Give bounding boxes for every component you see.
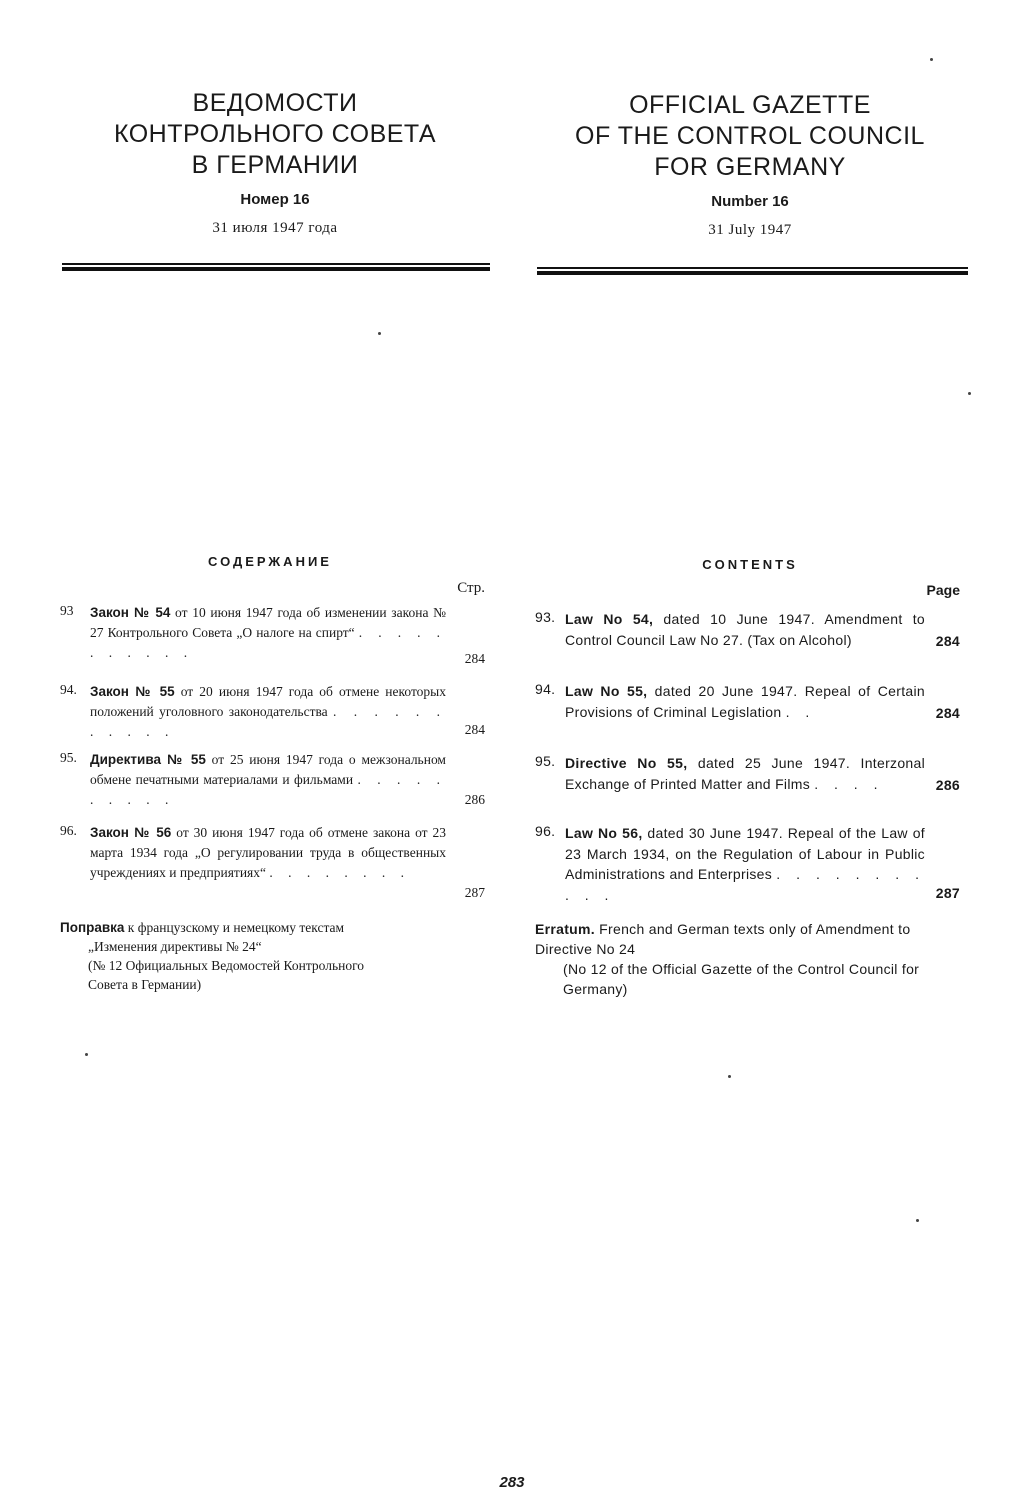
- entry-page: 284: [464, 722, 485, 737]
- entry-page: 287: [935, 885, 960, 901]
- entry-page: 284: [935, 633, 960, 649]
- erratum-en: Erratum. French and German texts only of Amendment to Directive No 24 (No 12 of the Official Gazette of the Control Council for Germany): [535, 921, 920, 997]
- print-speck: [968, 392, 971, 395]
- issue-date-ru: 31 июля 1947 года: [212, 220, 338, 236]
- print-speck: [378, 332, 381, 335]
- issue-number-ru: Номер 16: [240, 191, 310, 208]
- gazette-title-en-line2: OF THE CONTROL COUNCIL: [575, 122, 925, 150]
- contents-heading-ru: СОДЕРЖАНИЕ: [208, 554, 332, 569]
- entry-number: 93.: [535, 609, 556, 625]
- entry-text: Law No 54, dated 10 June 1947. Amendment to Control Council Law No 27. (Tax on Alcohol): [565, 611, 926, 648]
- gazette-title-ru-line2: КОНТРОЛЬНОГО СОВЕТА: [113, 120, 437, 148]
- entry-number: 95.: [60, 750, 77, 765]
- double-rule-ru: [62, 263, 490, 272]
- masthead-ru: [60, 88, 490, 237]
- entry-text: Закон № 54 от 10 июня 1947 года об изменении закона № 27 Контрольного Совета „О налоге на спирт“ . . . . . . . . . . .: [90, 605, 447, 660]
- double-rule-en: [537, 267, 968, 276]
- masthead-en: [535, 90, 965, 239]
- entry-number: 95.: [535, 753, 556, 769]
- page-column-label-ru: Стр.: [457, 580, 485, 596]
- entry-text: Directive No 55, dated 25 June 1947. Interzonal Exchange of Printed Matter and Films . . . .: [565, 755, 925, 792]
- entry-number: 93: [60, 603, 74, 618]
- entry-text: Law No 56, dated 30 June 1947. Repeal of the Law of 23 March 1934, on the Regulation of Labour in Public Administrations and Enterprises . . . . . . . . . . .: [565, 825, 925, 903]
- gazette-title-en-line3: FOR GERMANY: [654, 153, 846, 181]
- page-column-label-en: Page: [926, 582, 960, 598]
- entry-page: 286: [935, 777, 960, 793]
- print-speck: [916, 1219, 919, 1222]
- entry-text: Закон № 55 от 20 июня 1947 года об отмене некоторых положений уголовного законодательства . . . . . . . . . . .: [90, 684, 447, 739]
- entry-page: 286: [464, 792, 485, 807]
- entry-number: 96.: [535, 823, 556, 839]
- issue-number-en: Number 16: [711, 193, 789, 210]
- page-folio: 283: [499, 1474, 525, 1491]
- entry-page: 284: [464, 651, 485, 666]
- entry-page: 284: [935, 705, 960, 721]
- issue-date-en: 31 July 1947: [708, 222, 792, 238]
- print-speck: [930, 58, 933, 61]
- contents-heading-en: CONTENTS: [702, 557, 798, 572]
- entry-number: 96.: [60, 823, 77, 838]
- entry-number: 94.: [535, 681, 556, 697]
- entry-number: 94.: [60, 682, 77, 697]
- entry-page: 287: [464, 885, 485, 900]
- erratum-ru: Поправка к французскому и немецкому текстам „Изменения директивы № 24“ (№ 12 Официальных Ведомостей Контрольного Совета в Германии): [60, 920, 365, 992]
- print-speck: [728, 1075, 731, 1078]
- gazette-title-en-line1: OFFICIAL GAZETTE: [629, 91, 871, 119]
- entry-text: Директива № 55 от 25 июня 1947 года о межзональном обмене печатными материалами и фильмами . . . . . . . . . .: [90, 752, 447, 807]
- print-speck: [85, 1053, 88, 1056]
- gazette-title-ru-line3: В ГЕРМАНИИ: [191, 151, 359, 179]
- entry-text: Закон № 56 от 30 июня 1947 года об отмене закона от 23 марта 1934 года „О регулировании труда в общественных учреждениях и предприятиях“ . . . . . . . .: [90, 825, 447, 880]
- gazette-title-ru-line1: ВЕДОМОСТИ: [192, 89, 358, 117]
- entry-text: Law No 55, dated 20 June 1947. Repeal of Certain Provisions of Criminal Legislation . .: [565, 683, 925, 720]
